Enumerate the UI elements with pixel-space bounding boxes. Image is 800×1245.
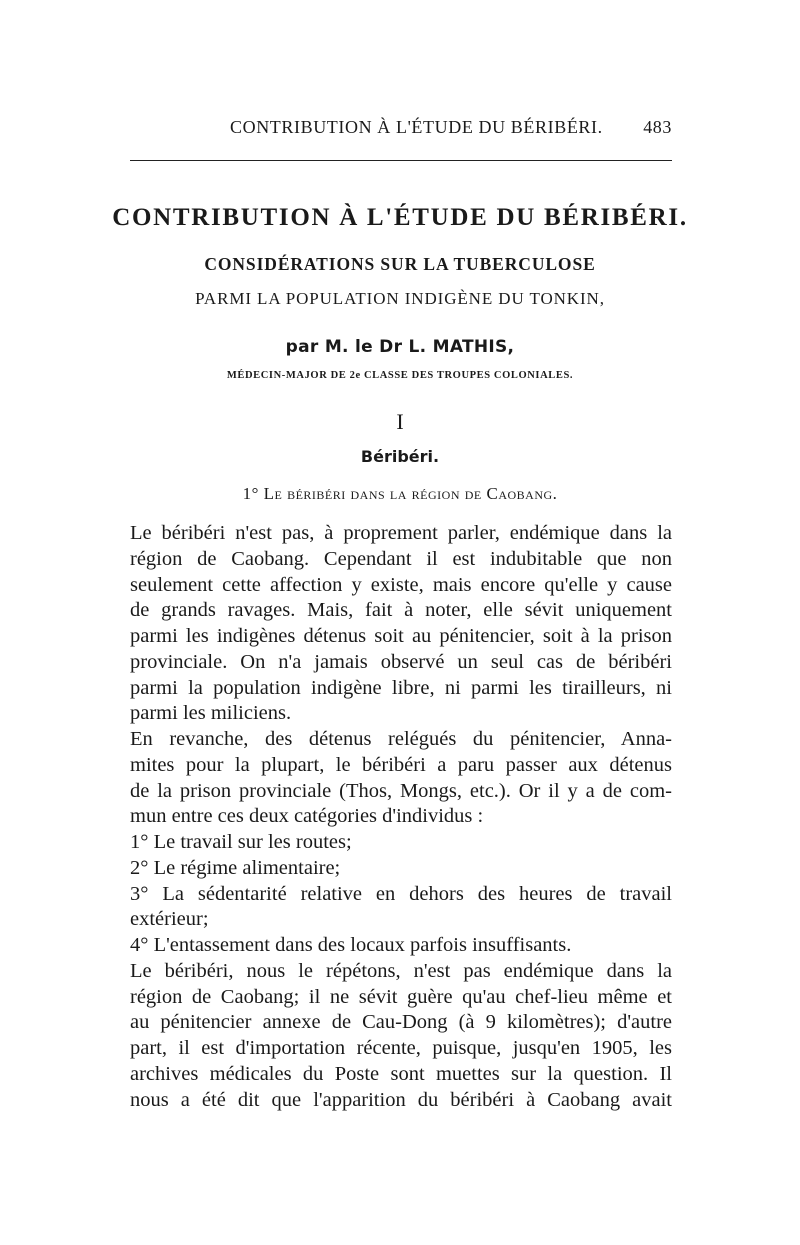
- article-subtitle-1: CONSIDÉRATIONS SUR LA TUBERCULOSE: [204, 254, 596, 274]
- text-line: région de Caobang. Cependant il est indubitable que non: [130, 547, 672, 570]
- text-line: 4° L'entassement dans des locaux parfois insuffisants.: [130, 934, 572, 956]
- page-number: 483: [643, 117, 672, 137]
- text-line: région de Caobang; il ne sévit guère qu'au chef-lieu même et: [130, 985, 672, 1008]
- text-line: parmi la population indigène libre, ni parmi les tirailleurs, ni: [130, 676, 672, 699]
- text-line: au pénitencier annexe de Cau-Dong (à 9 kilomètres); d'autre: [130, 1011, 672, 1034]
- text-line: parmi les miliciens.: [130, 702, 292, 725]
- text-line: provinciale. On n'a jamais observé un seul cas de béribéri: [130, 650, 672, 673]
- section-title: Béribéri.: [360, 447, 440, 466]
- sub-heading: 1° Le béribéri dans la région de Caobang.: [242, 484, 558, 503]
- text-line: 3° La sédentarité relative en dehors des heures de travail: [130, 882, 672, 905]
- text-line: extérieur;: [130, 908, 209, 931]
- author-rank: MÉDECIN-MAJOR DE 2e CLASSE DES TROUPES COLONIALES.: [226, 370, 574, 381]
- text-line: En revanche, des détenus relégués du pénitencier, Anna-: [130, 728, 672, 750]
- text-line: mun entre ces deux catégories d'individus :: [130, 805, 484, 828]
- text-line: parmi les indigènes détenus soit au pénitencier, soit à la prison: [130, 625, 672, 647]
- body-text: [130, 521, 672, 1113]
- text-line: 2° Le régime alimentaire;: [130, 856, 341, 879]
- article-subtitle-2: PARMI LA POPULATION INDIGÈNE DU TONKIN,: [195, 289, 605, 308]
- section-number: I: [396, 409, 404, 434]
- running-head-title: CONTRIBUTION À L'ÉTUDE DU BÉRIBÉRI.: [230, 117, 603, 137]
- text-line: archives médicales du Poste sont muettes sur la question. Il: [130, 1062, 672, 1085]
- text-line: seulement cette affection y existe, mais encore qu'elle y cause: [130, 573, 672, 596]
- text-line: de la prison provinciale (Thos, Mongs, etc.). Or il y a de com-: [130, 779, 672, 802]
- header-rule: [130, 160, 672, 161]
- text-line: nous a été dit que l'apparition du béribéri à Caobang avait: [130, 1088, 672, 1111]
- text-line: Le béribéri, nous le répétons, n'est pas endémique dans la: [130, 959, 672, 982]
- text-line: mites pour la plupart, le béribéri a paru passer aux détenus: [130, 753, 672, 776]
- text-line: Le béribéri n'est pas, à proprement parler, endémique dans la: [130, 522, 672, 544]
- article-title: CONTRIBUTION À L'ÉTUDE DU BÉRIBÉRI.: [112, 204, 688, 231]
- text-line: part, il est d'importation récente, puisque, jusqu'en 1905, les: [130, 1037, 672, 1059]
- text-line: de grands ravages. Mais, fait à noter, elle sévit uniquement: [130, 599, 672, 622]
- author-line: par M. le Dr L. MATHIS,: [285, 337, 515, 357]
- text-line: 1° Le travail sur les routes;: [130, 831, 352, 853]
- running-head: [130, 117, 672, 145]
